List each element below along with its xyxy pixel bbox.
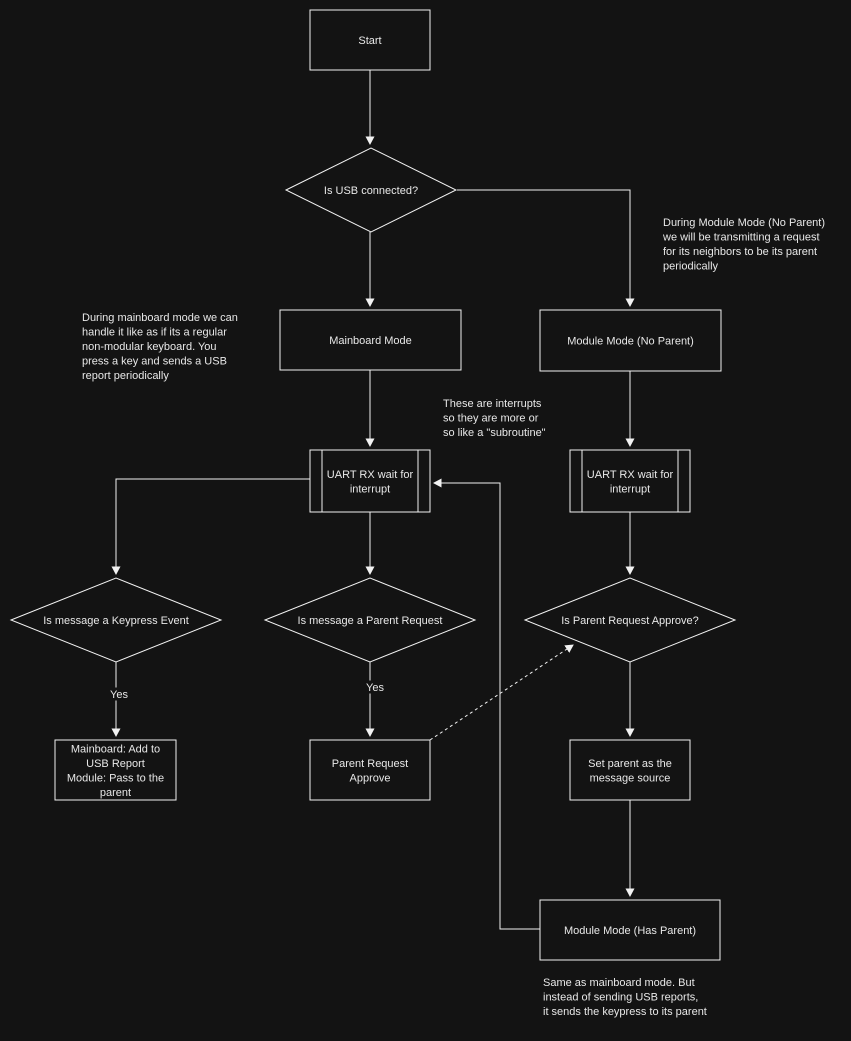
node-label-parent-request-approve: Parent Request Approve — [331, 757, 409, 785]
node-label-is-keypress-event: Is message a Keypress Event — [43, 615, 189, 627]
node-label-is-usb-connected: Is USB connected? — [323, 185, 419, 197]
edge-label: Yes — [366, 682, 384, 694]
edge-usb-to-module-no-parent — [457, 190, 630, 306]
node-label-set-parent-as-source: Set parent as the message source — [588, 757, 672, 785]
node-set-parent-as-source[interactable] — [570, 740, 690, 800]
node-label-module-mode-has-parent: Module Mode (Has Parent) — [563, 925, 697, 937]
annotation-has-parent-note: Same as mainboard mode. But instead of sending USB reports, it sends the keypress to its parent — [543, 977, 707, 1018]
edge-module-has-parent-loop-to-uart-left — [434, 483, 540, 929]
annotation-mainboard-mode-note: During mainboard mode we can handle it like as if its a regular non-modular keyboard. You press a key and sends a USB report periodically — [82, 312, 238, 382]
edge-label: Yes — [110, 689, 128, 701]
node-label-module-mode-no-parent: Module Mode (No Parent) — [567, 335, 694, 348]
node-label-is-parent-request-approve: Is Parent Request Approve? — [561, 615, 699, 627]
node-parent-request-approve[interactable] — [310, 740, 430, 800]
node-label-uart-rx-wait-left: UART RX wait for interrupt — [326, 468, 414, 496]
node-label-start: Start — [358, 35, 382, 47]
node-uart-rx-wait-left[interactable] — [310, 450, 430, 512]
node-label-mainboard-mode: Mainboard Mode — [329, 335, 412, 347]
annotation-interrupt-note: These are interrupts so they are more or so like a "subroutine" — [443, 398, 546, 439]
node-label-uart-rx-wait-right: UART RX wait for interrupt — [586, 468, 674, 496]
edge-parent-request-approve-to-approve-diamond — [430, 645, 573, 740]
node-label-keypress-action: Mainboard: Add to USB Report Module: Pass to the parent — [66, 743, 165, 799]
node-uart-rx-wait-right[interactable] — [570, 450, 690, 512]
annotation-module-mode-note: During Module Mode (No Parent) we will be transmitting a request for its neighbors to be its parent periodically — [663, 217, 826, 273]
edge-uart-left-to-keypress-diamond — [116, 479, 310, 574]
node-label-is-parent-request: Is message a Parent Request — [297, 615, 443, 627]
